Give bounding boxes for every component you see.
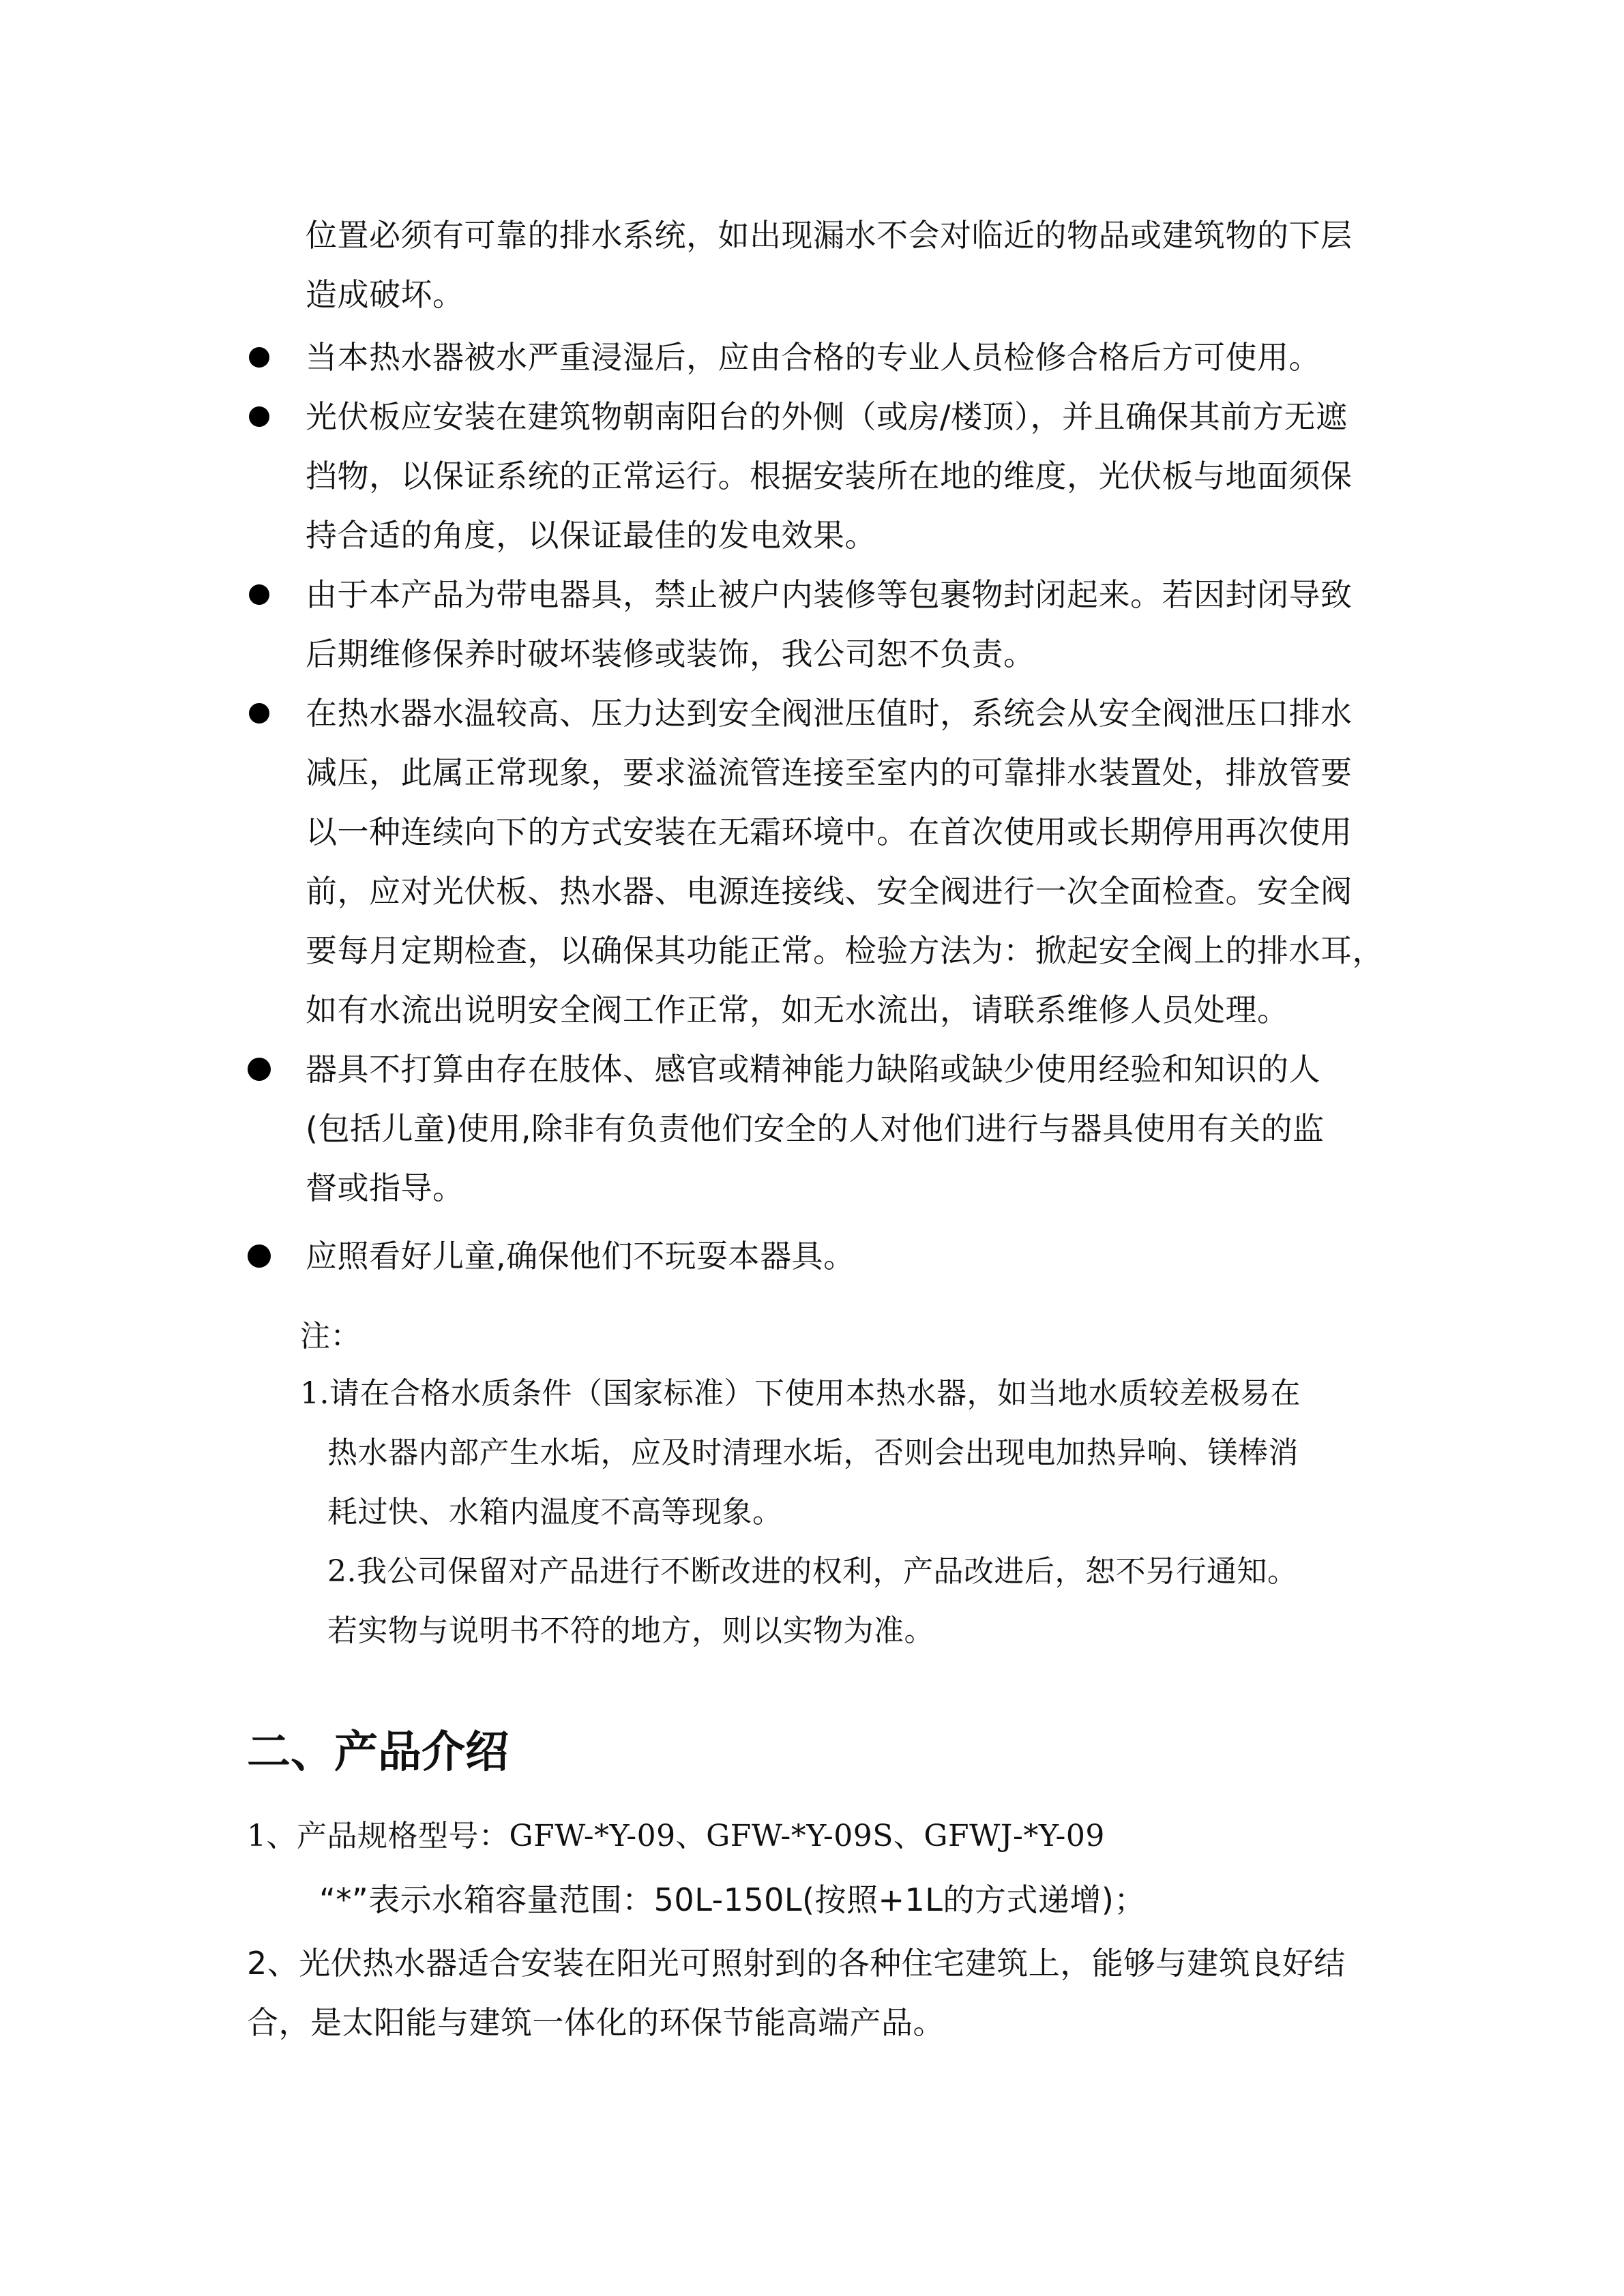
note-item-2-line-1: 2.我公司保留对产品进行不断改进的权利，产品改进后，恕不另行通知。 — [327, 1554, 1298, 1589]
bullet-dot — [248, 1058, 271, 1081]
bullet-4-line-3: 以一种连续向下的方式安装在无霜环境中。在首次使用或长期停用再次使用 — [306, 814, 1353, 850]
bullet-dot — [249, 584, 269, 605]
intro-line-2: 造成破坏。 — [306, 276, 464, 313]
note-item-1-line-3: 耗过快、水箱内温度不高等现象。 — [327, 1495, 783, 1530]
bullet-4-line-2: 减压，此属正常现象，要求溢流管连接至室内的可靠排水装置处，排放管要 — [306, 754, 1353, 791]
item-2-line-2: 合，是太阳能与建筑一体化的环保节能高端产品。 — [247, 2004, 945, 2041]
note-item-1-line-2: 热水器内部产生水垢，应及时清理水垢，否则会出现电加热异响、镁棒消 — [327, 1435, 1299, 1470]
item-2-line-1: 2、光伏热水器适合安装在阳光可照射到的各种住宅建筑上，能够与建筑良好结 — [247, 1945, 1346, 1982]
bullet-2-line-3: 持合适的角度，以保证最佳的发电效果。 — [306, 517, 876, 554]
bullet-2-line-2: 挡物，以保证系统的正常运行。根据安装所在地的维度，光伏板与地面须保 — [306, 458, 1353, 494]
bullet-5-line-2: (包括儿童)使用,除非有负责他们安全的人对他们进行与器具使用有关的监 — [306, 1110, 1325, 1147]
bullet-dot — [248, 1244, 271, 1268]
bullet-dot — [249, 406, 269, 427]
note-item-1-line-1: 1.请在合格水质条件（国家标准）下使用本热水器，如当地水质较差极易在 — [300, 1376, 1301, 1411]
section-heading: 二、产品介绍 — [247, 1727, 509, 1778]
bullet-dot — [249, 347, 269, 368]
note-label: 注： — [300, 1319, 361, 1354]
bullet-2-line-1: 光伏板应安装在建筑物朝南阳台的外侧（或房/楼顶），并且确保其前方无遮 — [306, 398, 1348, 435]
bullet-4-line-5: 要每月定期检查，以确保其功能正常。检验方法为：掀起安全阀上的排水耳， — [306, 932, 1384, 969]
bullet-4-line-1: 在热水器水温较高、压力达到安全阀泄压值时，系统会从安全阀泄压口排水 — [306, 695, 1353, 732]
bullet-4-line-4: 前，应对光伏板、热水器、电源连接线、安全阀进行一次全面检查。安全阀 — [306, 873, 1353, 910]
bullet-1-line-1: 当本热水器被水严重浸湿后，应由合格的专业人员检修合格后方可使用。 — [306, 339, 1320, 376]
bullet-3-line-2: 后期维修保养时破坏装修或装饰，我公司恕不负责。 — [306, 636, 1035, 672]
intro-line-1: 位置必须有可靠的排水系统，如出现漏水不会对临近的物品或建筑物的下层 — [306, 217, 1353, 254]
bullet-5-line-1: 器具不打算由存在肢体、感官或精神能力缺陷或缺少使用经验和知识的人 — [306, 1051, 1320, 1088]
note-item-2-line-2: 若实物与说明书不符的地方，则以实物为准。 — [327, 1613, 934, 1648]
bullet-6-line-1: 应照看好儿童,确保他们不玩耍本器具。 — [306, 1238, 855, 1274]
capacity-line: “*”表示水箱容量范围：50L-150L(按照+1L的方式递增)； — [319, 1881, 1146, 1918]
bullet-3-line-1: 由于本产品为带电器具，禁止被户内装修等包裹物封闭起来。若因封闭导致 — [306, 576, 1353, 613]
bullet-dot — [249, 703, 269, 724]
bullet-4-line-6: 如有水流出说明安全阀工作正常，如无水流出，请联系维修人员处理。 — [306, 992, 1289, 1028]
spec-line: 1、产品规格型号：GFW-*Y-09、GFW-*Y-09S、GFWJ-*Y-09 — [247, 1819, 1105, 1853]
bullet-5-line-3: 督或指导。 — [306, 1169, 464, 1206]
